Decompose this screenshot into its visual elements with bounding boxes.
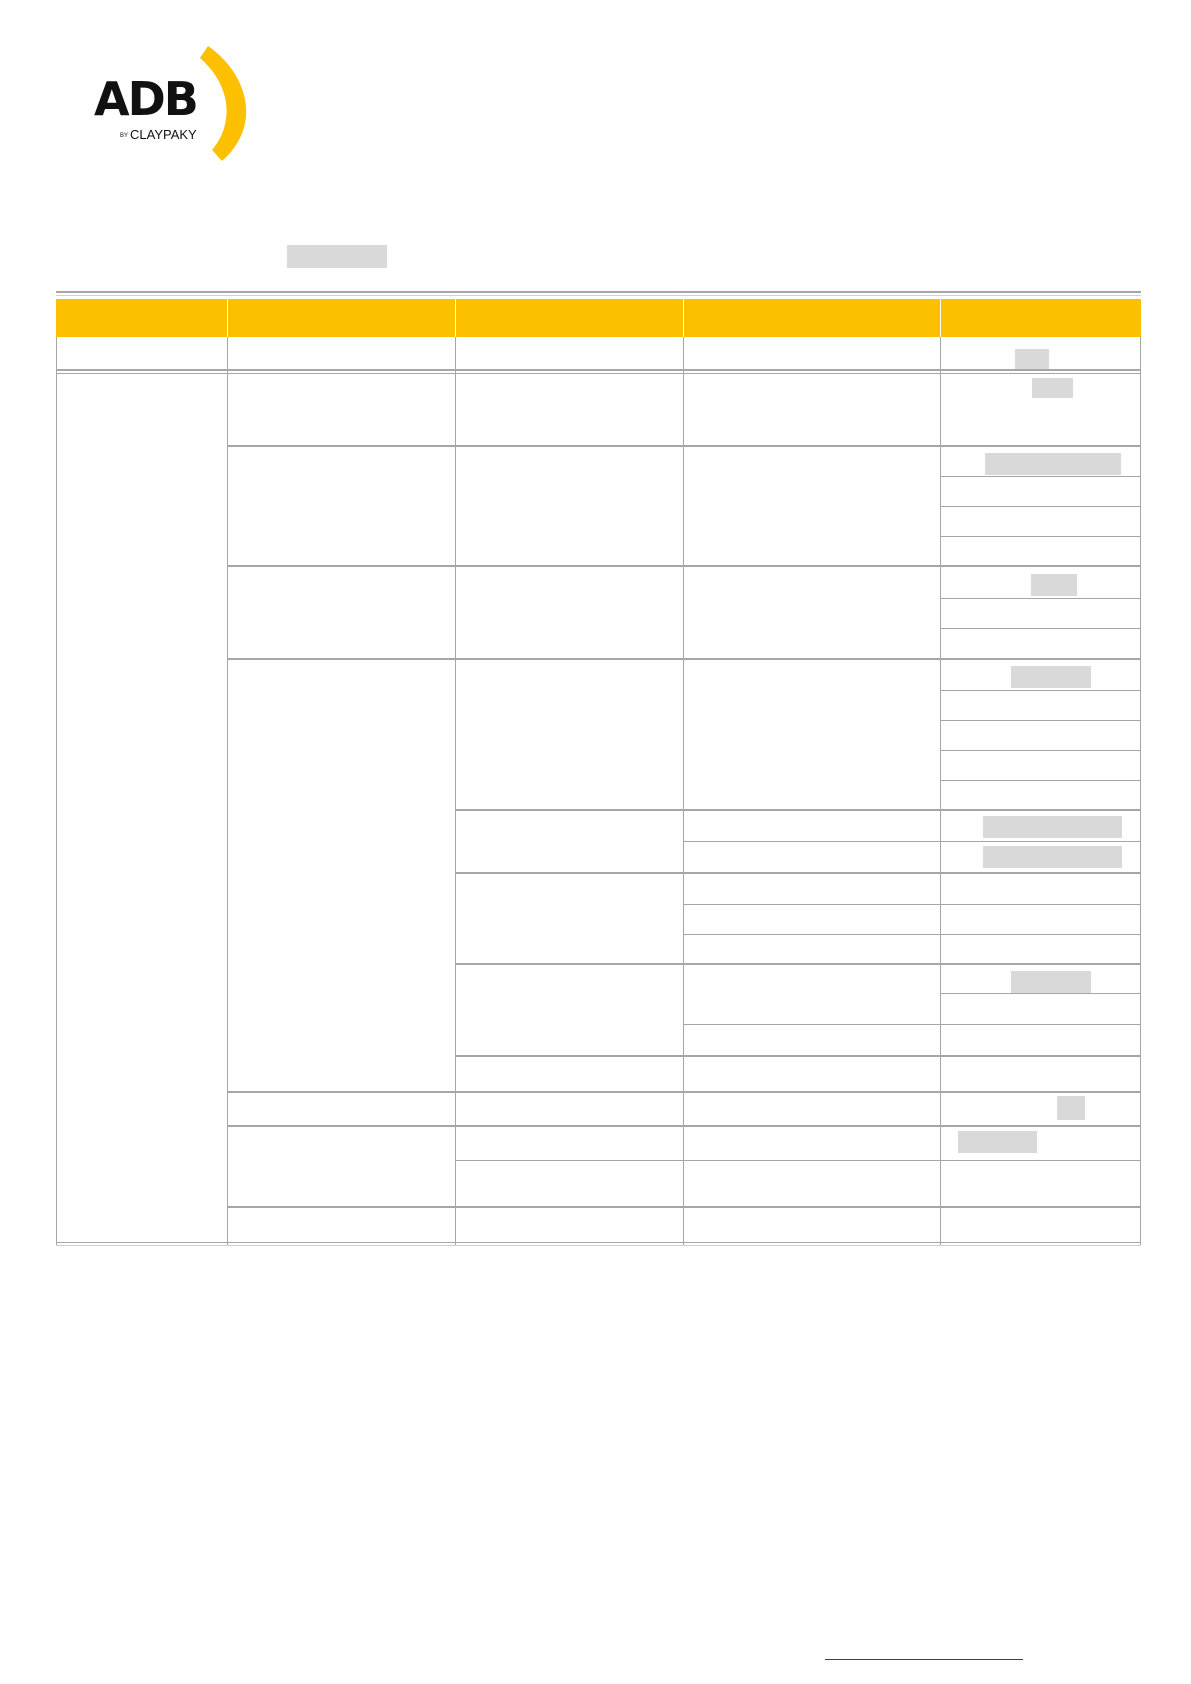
table-header-row — [56, 299, 1141, 337]
cell-rule — [940, 993, 1141, 994]
logo-by-prefix: BY — [120, 132, 129, 139]
redacted-cell-value — [958, 1131, 1037, 1153]
header-divider — [227, 299, 228, 337]
row-rule — [227, 1206, 1141, 1208]
cell-rule — [940, 780, 1141, 781]
header-divider — [683, 299, 684, 337]
logo-arc-icon — [200, 46, 260, 161]
row-rule — [683, 934, 1141, 935]
row-rule — [227, 445, 1141, 447]
cell-rule — [940, 536, 1141, 537]
redacted-cell-value — [1031, 574, 1077, 596]
row-rule — [56, 373, 1141, 374]
logo-brand-name: CLAYPAKY — [130, 127, 197, 142]
table-right-border — [1140, 337, 1141, 1245]
row-rule — [455, 963, 1141, 965]
row-rule — [227, 658, 1141, 660]
column-rule — [940, 337, 941, 1245]
table-top-rule — [56, 291, 1141, 293]
row-rule — [227, 1125, 1141, 1127]
table-bottom-rule — [56, 1242, 1141, 1243]
table-left-border — [56, 337, 57, 1245]
table-bottom-rule-outer — [56, 1245, 1141, 1246]
redacted-cell-value — [983, 846, 1122, 868]
cell-rule — [940, 628, 1141, 629]
redacted-cell-value — [1057, 1096, 1085, 1120]
row-rule — [683, 841, 1141, 842]
row-rule — [227, 1091, 1141, 1093]
row-rule — [56, 369, 1141, 371]
header-divider — [940, 299, 941, 337]
row-rule — [683, 904, 1141, 905]
footer-link[interactable] — [825, 1659, 1023, 1660]
row-rule — [455, 1055, 1141, 1057]
column-rule — [683, 337, 684, 1245]
row-rule — [455, 872, 1141, 874]
column-rule — [455, 337, 456, 1245]
cell-rule — [940, 506, 1141, 507]
cell-rule — [940, 598, 1141, 599]
cell-rule — [940, 690, 1141, 691]
redacted-cell-value — [983, 816, 1122, 838]
redacted-cell-value — [1015, 349, 1049, 369]
redacted-cell-value — [1011, 971, 1091, 993]
column-rule — [227, 337, 228, 1245]
row-rule — [455, 1160, 1141, 1161]
specification-table — [56, 291, 1141, 1245]
row-rule — [683, 1024, 1141, 1025]
cell-rule — [940, 720, 1141, 721]
redacted-cell-value — [1032, 378, 1073, 398]
cell-rule — [940, 476, 1141, 477]
table-top-rule-inner — [56, 295, 1141, 296]
cell-rule — [940, 750, 1141, 751]
redacted-cell-value — [985, 453, 1121, 475]
redacted-text — [287, 245, 387, 268]
row-rule — [455, 809, 1141, 811]
header-divider — [455, 299, 456, 337]
logo-wordmark: ADB — [94, 72, 197, 126]
adb-claypaky-logo — [90, 46, 260, 161]
logo-brand-line — [120, 128, 197, 141]
redacted-cell-value — [1011, 666, 1091, 688]
row-rule — [227, 565, 1141, 567]
